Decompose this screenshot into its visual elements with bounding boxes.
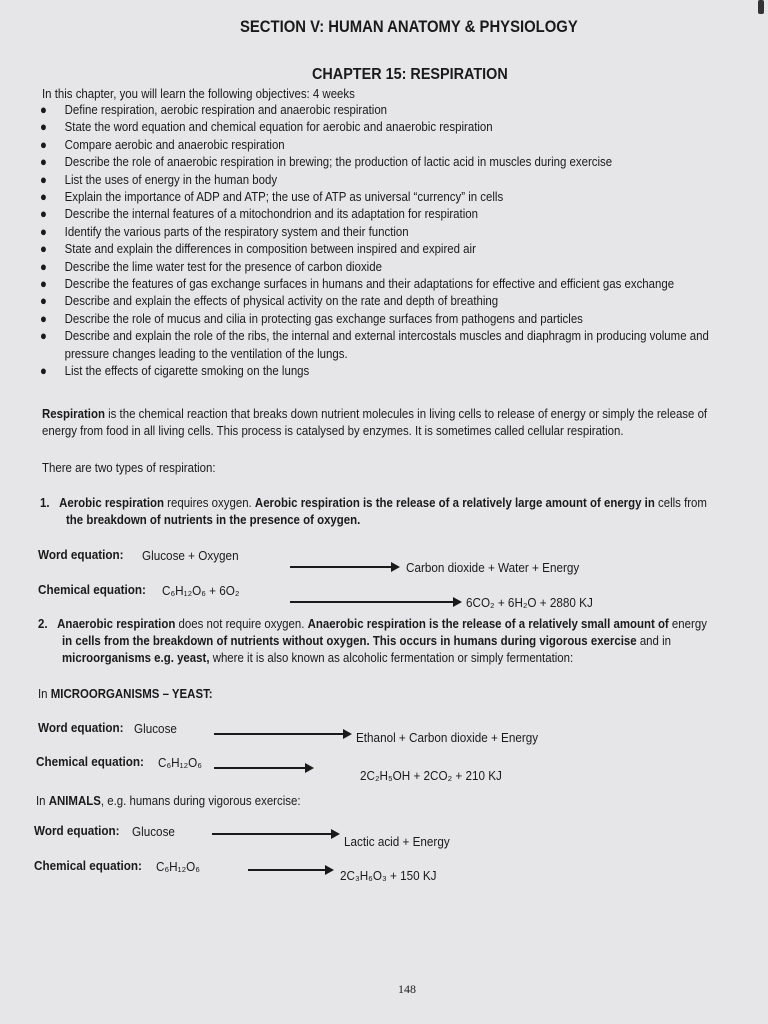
objective-item: ● Describe the lime water test for the presence of carbon dioxide — [40, 258, 382, 274]
arrow-icon — [212, 829, 340, 839]
aerobic-line2: the breakdown of nutrients in the presence of oxygen. — [66, 512, 361, 527]
animals-word-equation-label: Word equation: — [34, 823, 120, 838]
aerobic-word-equation-label: Word equation: — [38, 547, 124, 562]
objective-item: ● Describe the features of gas exchange surfaces in humans and their adaptations for effective and efficient gas exchange — [40, 276, 675, 292]
yeast-chemical-equation-label: Chemical equation: — [36, 754, 144, 769]
respiration-definition-line2: energy from food in all living cells. This process is catalysed by enzymes. It is sometimes called cellular respiration. — [42, 423, 624, 438]
yeast-word-equation-right: Ethanol + Carbon dioxide + Energy — [356, 730, 539, 745]
bullet-icon: ● — [40, 171, 47, 187]
arrow-icon — [214, 729, 352, 739]
bullet-icon: ● — [40, 102, 47, 117]
aerobic-chemical-equation-right: 6CO₂ + 6H₂O + 2880 KJ — [466, 595, 593, 610]
animals-word-equation-left: Glucose — [132, 824, 175, 839]
aerobic-chemical-equation-label: Chemical equation: — [38, 582, 146, 597]
aerobic-word-equation-left: Glucose + Oxygen — [142, 548, 239, 563]
section-title: SECTION V: HUMAN ANATOMY & PHYSIOLOGY — [240, 18, 578, 36]
objective-item: ● Describe the internal features of a mitochondrion and its adaptation for respiration — [40, 206, 478, 222]
page-number: 148 — [398, 982, 416, 996]
anaerobic-line2: in cells from the breakdown of nutrients without oxygen. This occurs in humans during vigorous exercise and in — [62, 633, 672, 648]
yeast-heading: In MICROORGANISMS – YEAST: — [38, 686, 213, 701]
objective-item: ● Identify the various parts of the respiratory system and their function — [40, 223, 409, 239]
types-intro: There are two types of respiration: — [42, 460, 216, 475]
bullet-icon: ● — [40, 363, 47, 379]
arrow-icon — [248, 865, 334, 875]
bullet-icon: ● — [40, 119, 47, 135]
objective-item: ● Define respiration, aerobic respiration and anaerobic respiration — [40, 102, 388, 117]
animals-chemical-equation-left: C₆H₁₂O₆ — [156, 859, 200, 874]
objective-item: ● Describe and explain the role of the ribs, the internal and external intercostals muscles and diaphragm in producing volume and — [40, 328, 709, 344]
objective-item: ● Describe the role of mucus and cilia in protecting gas exchange surfaces from pathogens and particles — [40, 310, 583, 326]
aerobic-word-equation-right: Carbon dioxide + Water + Energy — [406, 560, 580, 575]
objectives-list — [40, 101, 760, 380]
objective-item: ● List the uses of energy in the human body — [40, 171, 278, 187]
arrow-icon — [290, 562, 400, 572]
yeast-chemical-equation-left: C₆H₁₂O₆ — [158, 755, 202, 770]
bullet-icon: ● — [40, 293, 47, 309]
arrow-icon — [214, 763, 314, 773]
bullet-icon: ● — [40, 223, 47, 239]
bullet-icon: ● — [40, 276, 47, 292]
animals-chemical-equation-label: Chemical equation: — [34, 858, 142, 873]
objective-item: ● List the effects of cigarette smoking on the lungs — [40, 363, 310, 379]
objective-item: ● Compare aerobic and anaerobic respiration — [40, 136, 285, 152]
objectives-intro: In this chapter, you will learn the following objectives: 4 weeks — [42, 86, 355, 101]
anaerobic-line1: 2. Anaerobic respiration does not require oxygen. Anaerobic respiration is the release of a relatively small amount of energy — [38, 616, 707, 631]
objective-item: ● State and explain the differences in composition between inspired and expired air — [40, 241, 476, 257]
objective-item: ● State the word equation and chemical equation for aerobic and anaerobic respiration — [40, 119, 493, 135]
aerobic-line1: 1. Aerobic respiration requires oxygen. Aerobic respiration is the release of a relatively large amount of energy in cells from — [40, 495, 707, 510]
animals-word-equation-right: Lactic acid + Energy — [344, 834, 450, 849]
bullet-icon: ● — [40, 328, 47, 344]
objective-item: ● Describe and explain the effects of physical activity on the rate and depth of breathing — [40, 293, 499, 309]
bullet-icon: ● — [40, 241, 47, 257]
arrow-icon — [290, 597, 462, 607]
bullet-icon: ● — [40, 154, 47, 170]
bullet-icon: ● — [40, 310, 47, 326]
anaerobic-line3: microorganisms e.g. yeast, where it is also known as alcoholic fermentation or simply fermentation: — [62, 650, 574, 665]
yeast-chemical-equation-right: 2C₂H₅OH + 2CO₂ + 210 KJ — [360, 768, 502, 783]
objective-item: ● Explain the importance of ADP and ATP; the use of ATP as universal “currency” in cells — [40, 189, 504, 205]
bullet-icon: ● — [40, 136, 47, 152]
chapter-title: CHAPTER 15: RESPIRATION — [312, 66, 508, 83]
bullet-icon: ● — [40, 189, 47, 205]
bullet-icon: ● — [40, 206, 47, 222]
yeast-word-equation-left: Glucose — [134, 721, 177, 736]
aerobic-chemical-equation-left: C₆H₁₂O₆ + 6O₂ — [162, 583, 240, 598]
yeast-word-equation-label: Word equation: — [38, 720, 124, 735]
bullet-icon: ● — [40, 258, 47, 274]
animals-chemical-equation-right: 2C₃H₆O₃ + 150 KJ — [340, 868, 437, 883]
respiration-definition-line1: Respiration is the chemical reaction that breaks down nutrient molecules in living cells to release of energy or simply the release of — [42, 406, 708, 421]
animals-heading: In ANIMALS, e.g. humans during vigorous exercise: — [36, 793, 301, 808]
objective-item-continuation: pressure changes leading to the ventilation of the lungs. — [64, 345, 348, 361]
page-corner-mark — [758, 0, 764, 14]
objective-item: ● Describe the role of anaerobic respiration in brewing; the production of lactic acid in muscles during exercise — [40, 154, 613, 170]
